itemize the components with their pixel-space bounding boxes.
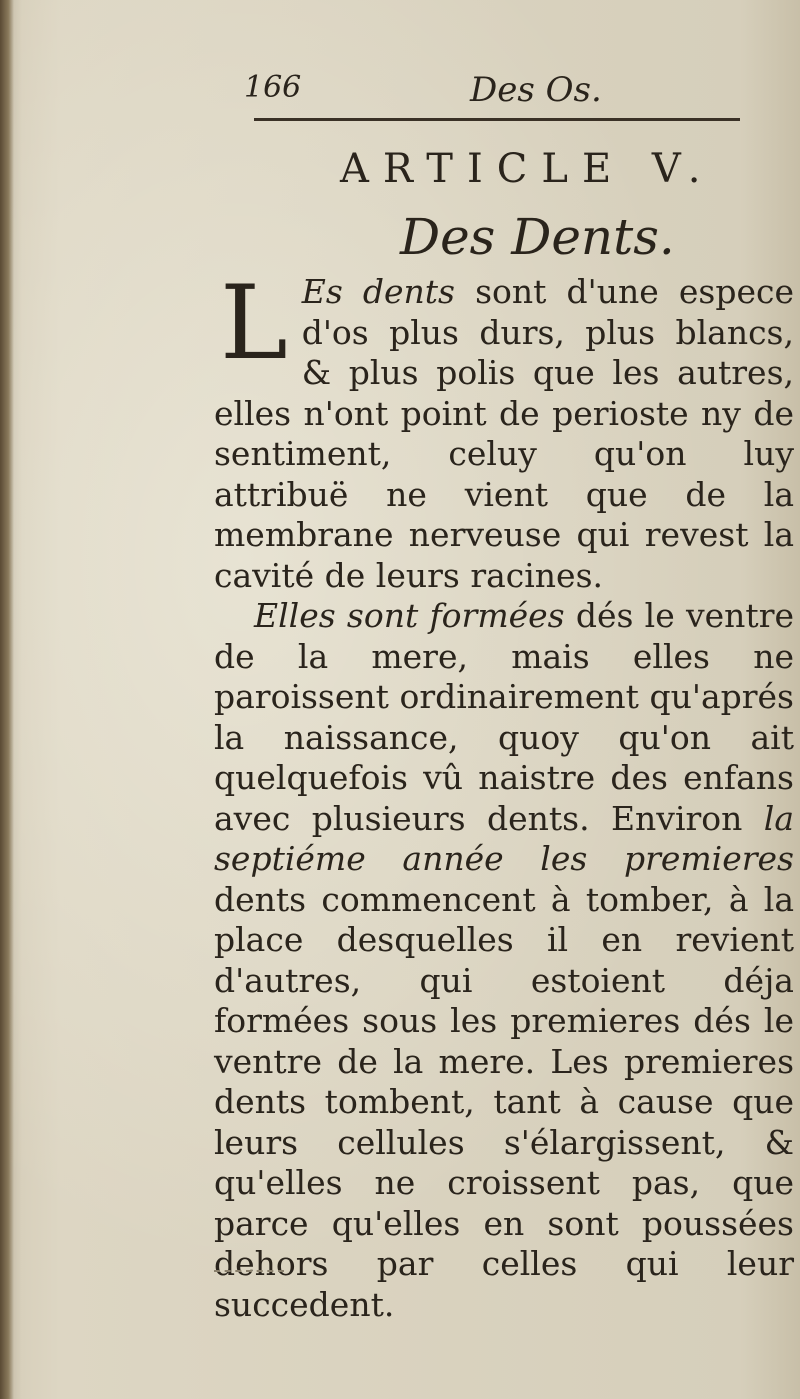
book-spine-shadow <box>0 0 14 1399</box>
drop-cap: L <box>220 264 288 383</box>
footer-rule <box>214 1270 284 1272</box>
paragraph-2-italic: la septiéme année les premieres <box>214 798 794 878</box>
running-title: Des Os. <box>470 70 602 110</box>
body-text <box>214 264 794 1325</box>
paragraph-1-text: sont d'une espece d'os plus durs, plus blancs, & plus polis que les autres, elles n'ont point de perioste ny de sentiment, celuy qu'on luy attribuë ne vient que de la membrane nerveuse qui revest la cavité de leurs racines. <box>214 272 794 595</box>
page-number: 166 <box>244 70 302 105</box>
header-rule <box>254 118 740 121</box>
paragraph-2-text-b: dents commencent à tomber, à la place desquelles il en revient d'autres, qui estoient déja formées sous les premieres dés le ventre de la mere. Les premieres dents tombent, tant à cause que leurs cellules s'élargissent, & qu'elles ne croissent pas, que parce qu'elles en sont poussées dehors par celles qui leur succedent. <box>214 879 794 1324</box>
section-title: Des Dents. <box>400 208 675 266</box>
page-header <box>244 70 744 120</box>
paragraph-1 <box>214 264 794 596</box>
paragraph-1-lead: Es dents <box>301 272 455 311</box>
paragraph-2 <box>214 596 794 1325</box>
article-heading: ARTICLE V. <box>340 146 715 192</box>
paragraph-2-text-a: dés le ventre de la mere, mais elles ne paroissent ordinairement qu'aprés la naissance, quoy qu'on ait quelquefois vû naistre des enfans avec plusieurs dents. Environ <box>214 596 794 838</box>
paragraph-2-lead: Elles sont formées <box>254 596 565 635</box>
